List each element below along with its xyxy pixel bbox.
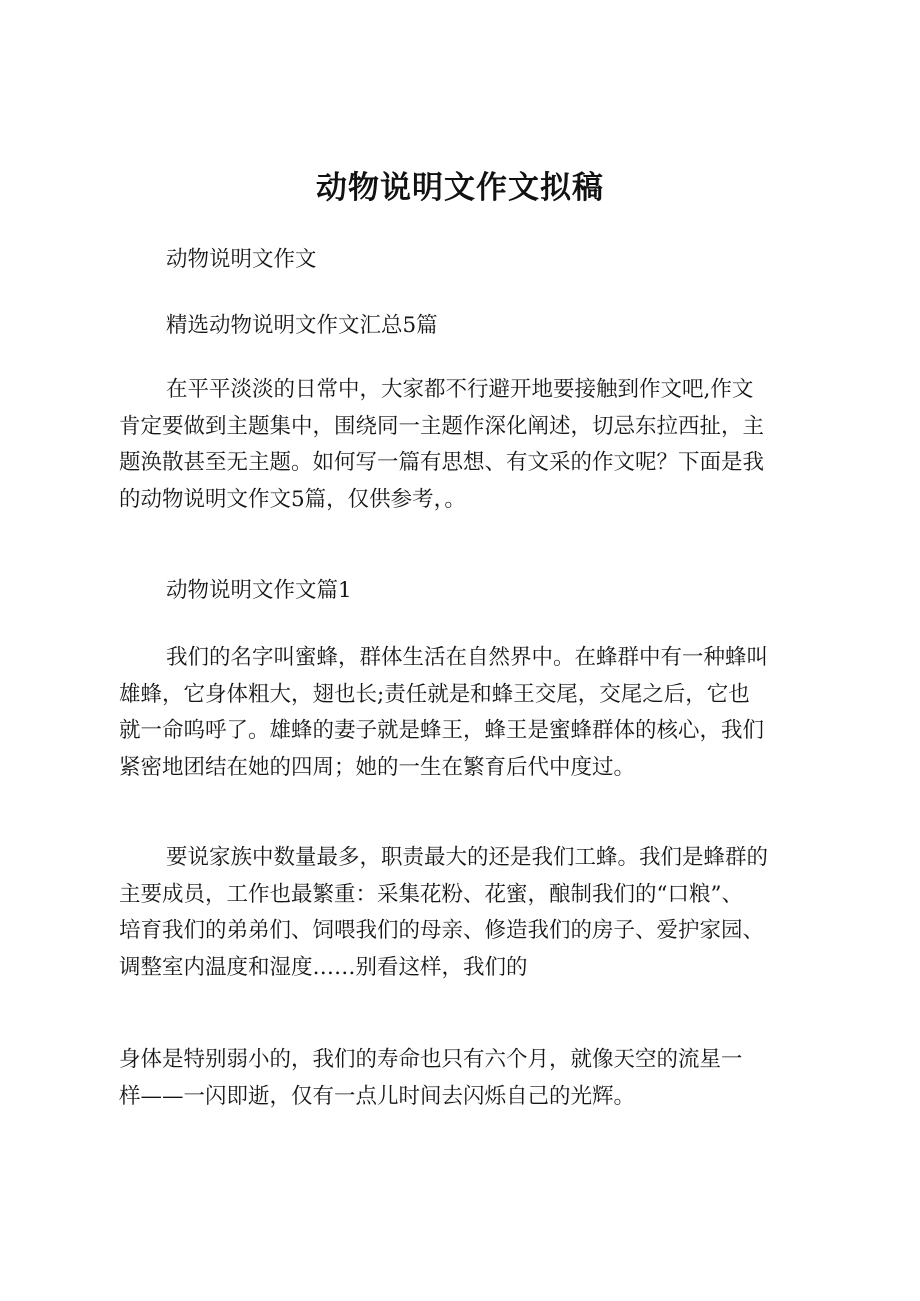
paragraph-line: 我们的名字叫蜜蜂，群体生活在自然界中。在蜂群中有一种蜂叫 bbox=[166, 645, 769, 670]
paragraph-1 bbox=[119, 640, 821, 786]
paragraph-line: 紧密地团结在她的四周；她的一生在繁育后代中度过。 bbox=[119, 754, 636, 780]
intro-line: 肯定要做到主题集中，围绕同一主题作深化阐述，切忌东拉西扯，主 bbox=[119, 413, 765, 439]
collection-heading: 精选动物说明文作文汇总5篇 bbox=[166, 313, 438, 338]
intro-line: 题涣散甚至无主题。如何写一篇有思想、有文采的作文呢？下面是我 bbox=[119, 450, 765, 475]
document-title: 动物说明文作文拟稿 bbox=[316, 170, 604, 206]
paragraph-2 bbox=[119, 840, 821, 986]
paragraph-line: 雄蜂，它身体粗大，翅也长;责任就是和蜂王交尾，交尾之后，它也 bbox=[119, 681, 750, 707]
paragraph-line: 身体是特别弱小的，我们的寿命也只有六个月，就像天空的流星一 bbox=[119, 1047, 743, 1072]
paragraph-line: 调整室内温度和湿度……别看这样，我们的 bbox=[119, 954, 528, 980]
paragraph-line: 样——一闪即逝，仅有一点儿时间去闪烁自己的光辉。 bbox=[119, 1083, 636, 1109]
subtitle: 动物说明文作文 bbox=[166, 247, 317, 272]
section-heading: 动物说明文作文篇1 bbox=[166, 578, 352, 603]
paragraph-line: 就一命呜呼了。雄蜂的妻子就是蜂王，蜂王是蜜蜂群体的核心，我们 bbox=[119, 718, 765, 743]
paragraph-line: 要说家族中数量最多，职责最大的还是我们工蜂。我们是蜂群的 bbox=[166, 845, 769, 870]
paragraph-line: 主要成员，工作也最繁重：采集花粉、花蜜，酿制我们的“口粮”、 bbox=[119, 881, 743, 907]
intro-line: 的动物说明文作文5篇，仅供参考，。 bbox=[119, 486, 466, 512]
intro-paragraph bbox=[119, 372, 821, 518]
paragraph-line: 培育我们的弟弟们、饲喂我们的母亲、修造我们的房子、爱护家园、 bbox=[119, 918, 765, 943]
paragraph-3 bbox=[119, 1042, 821, 1115]
intro-line: 在平平淡淡的日常中，大家都不行避开地要接触到作文吧,作文 bbox=[166, 377, 754, 402]
